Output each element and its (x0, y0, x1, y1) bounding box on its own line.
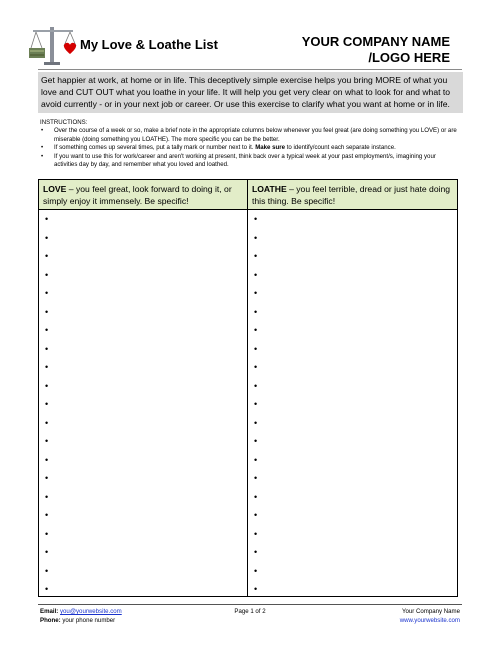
phone-value: your phone number (62, 616, 116, 624)
entry-bullet[interactable]: • (45, 362, 49, 372)
entry-bullet[interactable]: • (45, 232, 49, 243)
page-number: Page 1 of 2 (234, 608, 266, 615)
entry-bullet[interactable]: • (254, 232, 258, 243)
entry-bullet[interactable]: • (45, 528, 49, 539)
entry-bullet[interactable]: • (254, 491, 258, 502)
entry-bullet[interactable]: • (254, 565, 258, 576)
entry-bullet[interactable]: • (254, 584, 258, 594)
entry-bullet[interactable]: • (254, 325, 258, 335)
entry-bullet[interactable]: • (254, 380, 258, 391)
scale-heart-money-icon (28, 24, 78, 66)
love-entry-list (45, 214, 48, 603)
entry-bullet[interactable]: • (254, 288, 258, 298)
entry-bullet[interactable]: • (45, 584, 49, 594)
email-label: Email: (40, 608, 59, 615)
website-link[interactable]: www.yourwebsite.com (399, 616, 460, 624)
entry-bullet[interactable]: • (254, 251, 258, 261)
footer-divider (38, 604, 462, 605)
entry-bullet[interactable]: • (45, 547, 49, 557)
entry-bullet[interactable]: • (45, 325, 49, 335)
entry-bullet[interactable]: • (254, 362, 258, 372)
email-link[interactable]: you@yourwebsite.com (60, 608, 122, 615)
instructions-list (40, 127, 460, 170)
entry-bullet[interactable]: • (45, 251, 49, 261)
entry-bullet[interactable]: • (45, 343, 49, 354)
logo-here-text: /LOGO HERE (368, 50, 450, 65)
footer-company-name: Your Company Name (401, 608, 460, 615)
loathe-column (248, 180, 457, 596)
instruction-item: • Over the course of a week or so, make a brief note in the appropriate columns below whenever you feel great (are doing something you LOVE) or are miserable (doing something you LOATHE). The more specific you can be the better. (41, 127, 457, 143)
love-column-header: LOVE – you feel great, look forward to doing it, or simply enjoy it immensely. Be specific! (39, 180, 247, 210)
entry-bullet[interactable]: • (254, 436, 258, 446)
entry-bullet[interactable]: • (254, 269, 258, 280)
footer-company (400, 608, 460, 625)
love-loathe-table (38, 179, 458, 597)
entry-bullet[interactable]: • (254, 528, 258, 539)
entry-bullet[interactable]: • (45, 473, 49, 483)
bullet: • (41, 144, 44, 151)
entry-bullet[interactable]: • (45, 565, 49, 576)
entry-bullet[interactable]: • (45, 417, 49, 428)
instruction-item: • If you want to use this for work/career and aren't working at present, think back over a typical week at your past employment/s, imagining your activities day by day, and remember what you loved and loathed. (41, 152, 436, 168)
instructions-heading: INSTRUCTIONS: (40, 119, 88, 126)
entry-bullet[interactable]: • (45, 454, 49, 465)
instruction-item: • If something comes up several times, put a tally mark or number next to it. Make sure to identify/count each separate instance. (41, 144, 396, 151)
entry-bullet[interactable]: • (45, 269, 49, 280)
phone-label: Phone: (40, 616, 61, 624)
entry-bullet[interactable]: • (254, 454, 258, 465)
loathe-entry-list (254, 214, 257, 603)
entry-bullet[interactable]: • (254, 510, 258, 520)
bullet: • (41, 127, 44, 134)
entry-bullet[interactable]: • (45, 306, 49, 317)
love-column (39, 180, 248, 596)
entry-bullet[interactable]: • (45, 399, 49, 409)
entry-bullet[interactable]: • (45, 510, 49, 520)
entry-bullet[interactable]: • (45, 491, 49, 502)
entry-bullet[interactable]: • (45, 380, 49, 391)
entry-bullet[interactable]: • (254, 547, 258, 557)
loathe-column-header: LOATHE – you feel terrible, dread or just hate doing this thing. Be specific! (248, 180, 457, 210)
entry-bullet[interactable]: • (254, 343, 258, 354)
header-divider (38, 69, 462, 70)
document-title: My Love & Loathe List (80, 37, 218, 52)
intro-paragraph: Get happier at work, at home or in life. This deceptively simple exercise helps you bring MORE of what you love and CUT OUT what you loathe in your life. It will help you get very clear on what to look for and what to avoid currently - or in your next job or career. Or use this exercise to clarify what you want at home or in life. (38, 72, 463, 113)
entry-bullet[interactable]: • (254, 306, 258, 317)
entry-bullet[interactable]: • (45, 214, 49, 224)
entry-bullet[interactable]: • (45, 288, 49, 298)
company-logo-placeholder (302, 34, 450, 66)
entry-bullet[interactable]: • (45, 436, 49, 446)
entry-bullet[interactable]: • (254, 214, 258, 224)
bullet: • (41, 152, 44, 160)
entry-bullet[interactable]: • (254, 417, 258, 428)
entry-bullet[interactable]: • (254, 399, 258, 409)
entry-bullet[interactable]: • (254, 473, 258, 483)
company-name: YOUR COMPANY NAME (301, 34, 450, 49)
